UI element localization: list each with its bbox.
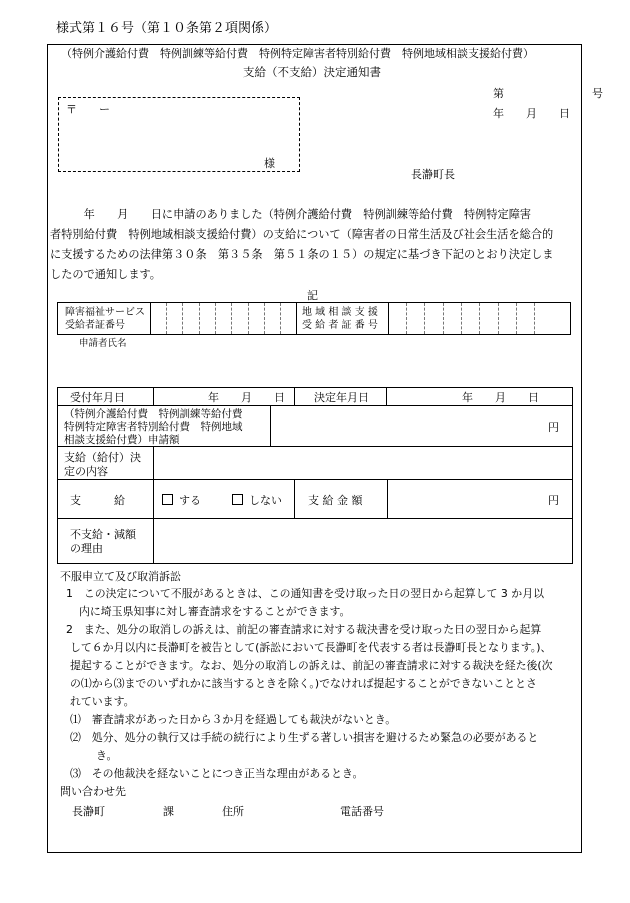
- payment-yes-option[interactable]: する: [162, 494, 201, 508]
- received-date-label: 受付年月日: [70, 391, 125, 404]
- area-cert-label-2: 受 給 者 証 番 号: [302, 320, 378, 331]
- appeal-item-2-line-2: き。: [96, 749, 118, 762]
- appeal-p2-line-3: 提起することができます。なお、処分の取消しの訴えは、前記の審査請求に対する裁決を経た後(次: [70, 659, 553, 672]
- appeal-item-3: ⑶ その他裁決を経ないことにつき正当な理由があるとき。: [70, 767, 364, 780]
- payment-no-option[interactable]: しない: [232, 494, 282, 508]
- payment-label: 支 給: [70, 494, 125, 507]
- document-date-label: 年 月 日: [493, 107, 570, 120]
- appeal-p1-line-1: 1 この決定について不服があるときは、この通知書を受け取った日の翌日から起算して 3 か月以: [66, 587, 544, 600]
- checkbox-icon: [162, 494, 173, 505]
- decision-date-label: 決定年月日: [314, 391, 369, 404]
- appeal-p2-line-2: して６か月以内に長瀞町を被告として(訴訟において長瀞町を代表する者は長瀞町長となります。)、: [70, 641, 552, 654]
- contact-town: 長瀞町: [72, 805, 105, 818]
- benefit-types-header: （特例介護給付費 特例訓練等給付費 特例特定障害者特別給付費 特例地域相談支援給付費）: [61, 47, 534, 60]
- area-cert-label-1: 地 域 相 談 支 援: [302, 307, 378, 318]
- ki-heading: 記: [307, 289, 318, 302]
- contact-phone: 電話番号: [340, 805, 384, 818]
- postal-code-mark: 〒 ー: [66, 103, 110, 116]
- applied-amount-label-1: （特例介護給付費 特例訓練等給付費: [64, 408, 243, 420]
- appeal-p2-line-4: の⑴から⑶までのいずれかに該当するときを除く。)でなければ提起することができないこととさ: [70, 677, 537, 690]
- payment-amount-label: 支 給 金 額: [308, 494, 363, 507]
- decision-table: [57, 387, 573, 564]
- applied-amount-label-2: 特例特定障害者特別給付費 特例地域: [64, 421, 243, 433]
- certificate-number-row: [57, 302, 571, 335]
- decision-date-value: 年 月 日: [462, 391, 539, 404]
- appeal-item-2-line-1: ⑵ 処分、処分の執行又は手続の続行により生ずる著しい損害を避けるため緊急の必要があると: [70, 731, 539, 744]
- contact-address: 住所: [222, 805, 244, 818]
- intro-line-1: 年 月 日に申請のありました（特例介護給付費 特例訓練等給付費 特例特定障害: [50, 208, 532, 221]
- received-date-value: 年 月 日: [208, 391, 285, 404]
- decision-content-label-1: 支給（給付）決: [64, 451, 141, 464]
- honorific-sama: 様: [264, 157, 275, 170]
- appeal-p1-line-2: 内に埼玉県知事に対し審査請求をすることができます。: [79, 605, 351, 618]
- welfare-cert-label-1: 障害福祉サービス: [65, 307, 145, 318]
- appeal-heading: 不服申立て及び取消訴訟: [60, 570, 181, 583]
- applicant-name-label: 申請者氏名: [79, 338, 127, 349]
- reason-label-2: の理由: [70, 542, 103, 555]
- applied-amount-yen: 円: [548, 421, 559, 434]
- contact-section: 課: [163, 805, 174, 818]
- payment-amount-yen: 円: [548, 494, 559, 507]
- document-number-label: 第 号: [493, 87, 603, 100]
- appeal-p2-line-1: 2 また、処分の取消しの訴えは、前記の審査請求に対する裁決書を受け取った日の翌日から起算: [66, 623, 542, 636]
- issuer-name: 長瀞町長: [411, 168, 455, 181]
- intro-line-4: したので通知します。: [50, 268, 161, 281]
- contact-heading: 問い合わせ先: [60, 785, 126, 798]
- appeal-p2-line-5: れています。: [70, 695, 135, 708]
- intro-line-2: 者特別給付費 特例地域相談支援給付費）の支給について（障害者の日常生活及び社会生活を総合的: [50, 228, 554, 241]
- checkbox-icon: [232, 494, 243, 505]
- document-title: 支給（不支給）決定通知書: [243, 65, 381, 79]
- decision-content-label-2: 定の内容: [64, 465, 108, 478]
- reason-label-1: 不支給・減額: [70, 528, 136, 541]
- form-number: 様式第１６号（第１０条第２項関係）: [56, 21, 278, 36]
- appeal-item-1: ⑴ 審査請求があった日から３か月を経過しても裁決がないとき。: [70, 713, 397, 726]
- welfare-cert-label-2: 受給者証番号: [65, 320, 125, 331]
- applied-amount-label-3: 相談支援給付費）申請額: [64, 434, 180, 446]
- intro-line-3: に支援するための法律第３０条 第３５条 第５１条の１５）の規定に基づき下記のとおり決定しま: [50, 248, 554, 261]
